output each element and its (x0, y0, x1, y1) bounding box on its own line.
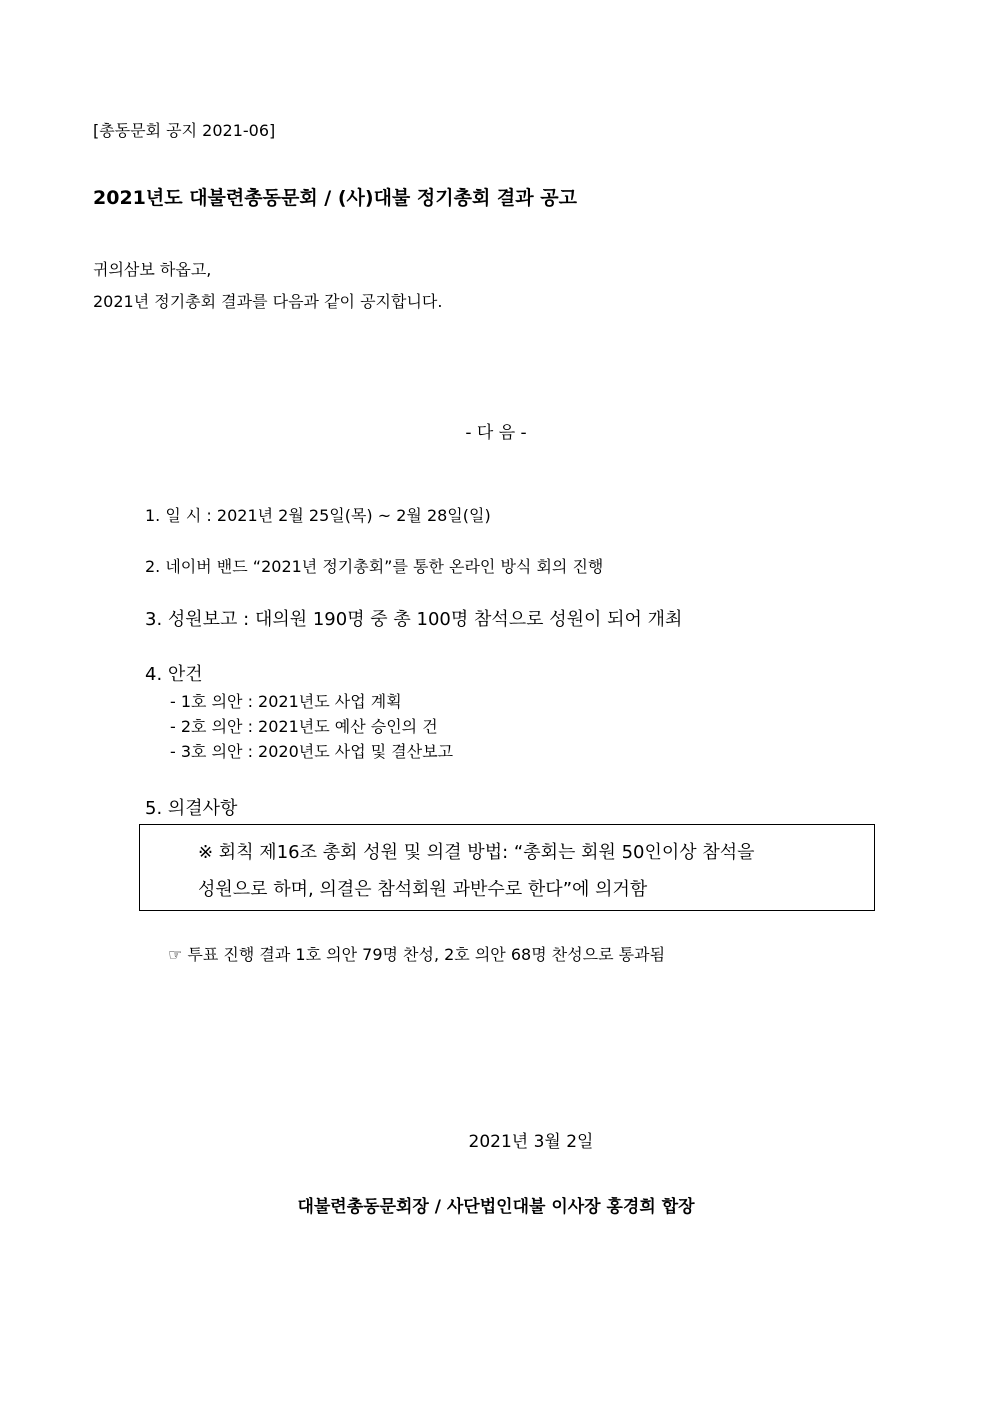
greeting-line-1: 귀의삼보 하옵고, (93, 260, 212, 279)
item-agenda-heading: 4. 안건 (145, 664, 203, 685)
agenda-item: - 3호 의안 : 2020년도 사업 및 결산보고 (170, 742, 454, 761)
notice-title: 2021년도 대불련총동문회 / (사)대불 정기총회 결과 공고 (93, 187, 577, 209)
section-separator: - 다 음 - (465, 423, 527, 443)
agenda-item: - 1호 의안 : 2021년도 사업 계획 (170, 692, 402, 711)
item-resolution-heading: 5. 의결사항 (145, 798, 238, 819)
item-method: 2. 네이버 밴드 “2021년 정기총회”를 통한 온라인 방식 회의 진행 (145, 557, 604, 576)
greeting-line-2: 2021년 정기총회 결과를 다음과 같이 공지합니다. (93, 292, 443, 311)
agenda-item: - 2호 의안 : 2021년도 예산 승인의 건 (170, 717, 438, 736)
notice-date: 2021년 3월 2일 (468, 1132, 594, 1152)
item-schedule: 1. 일 시 : 2021년 2월 25일(목) ~ 2월 28일(일) (145, 506, 491, 525)
bylaw-line-2: 성원으로 하며, 의결은 참석회원 과반수로 한다”에 의거함 (198, 879, 648, 900)
notice-number: [총동문회 공지 2021-06] (93, 121, 276, 140)
vote-result: ☞ 투표 진행 결과 1호 의안 79명 찬성, 2호 의안 68명 찬성으로 통과됨 (168, 945, 666, 964)
item-quorum: 3. 성원보고 : 대의원 190명 중 총 100명 참석으로 성원이 되어 개최 (145, 609, 683, 630)
bylaw-line-1: ※ 회칙 제16조 총회 성원 및 의결 방법: “총회는 회원 50인이상 참석을 (198, 842, 755, 863)
signature: 대불련총동문회장 / 사단법인대불 이사장 홍경희 합장 (297, 1197, 695, 1217)
